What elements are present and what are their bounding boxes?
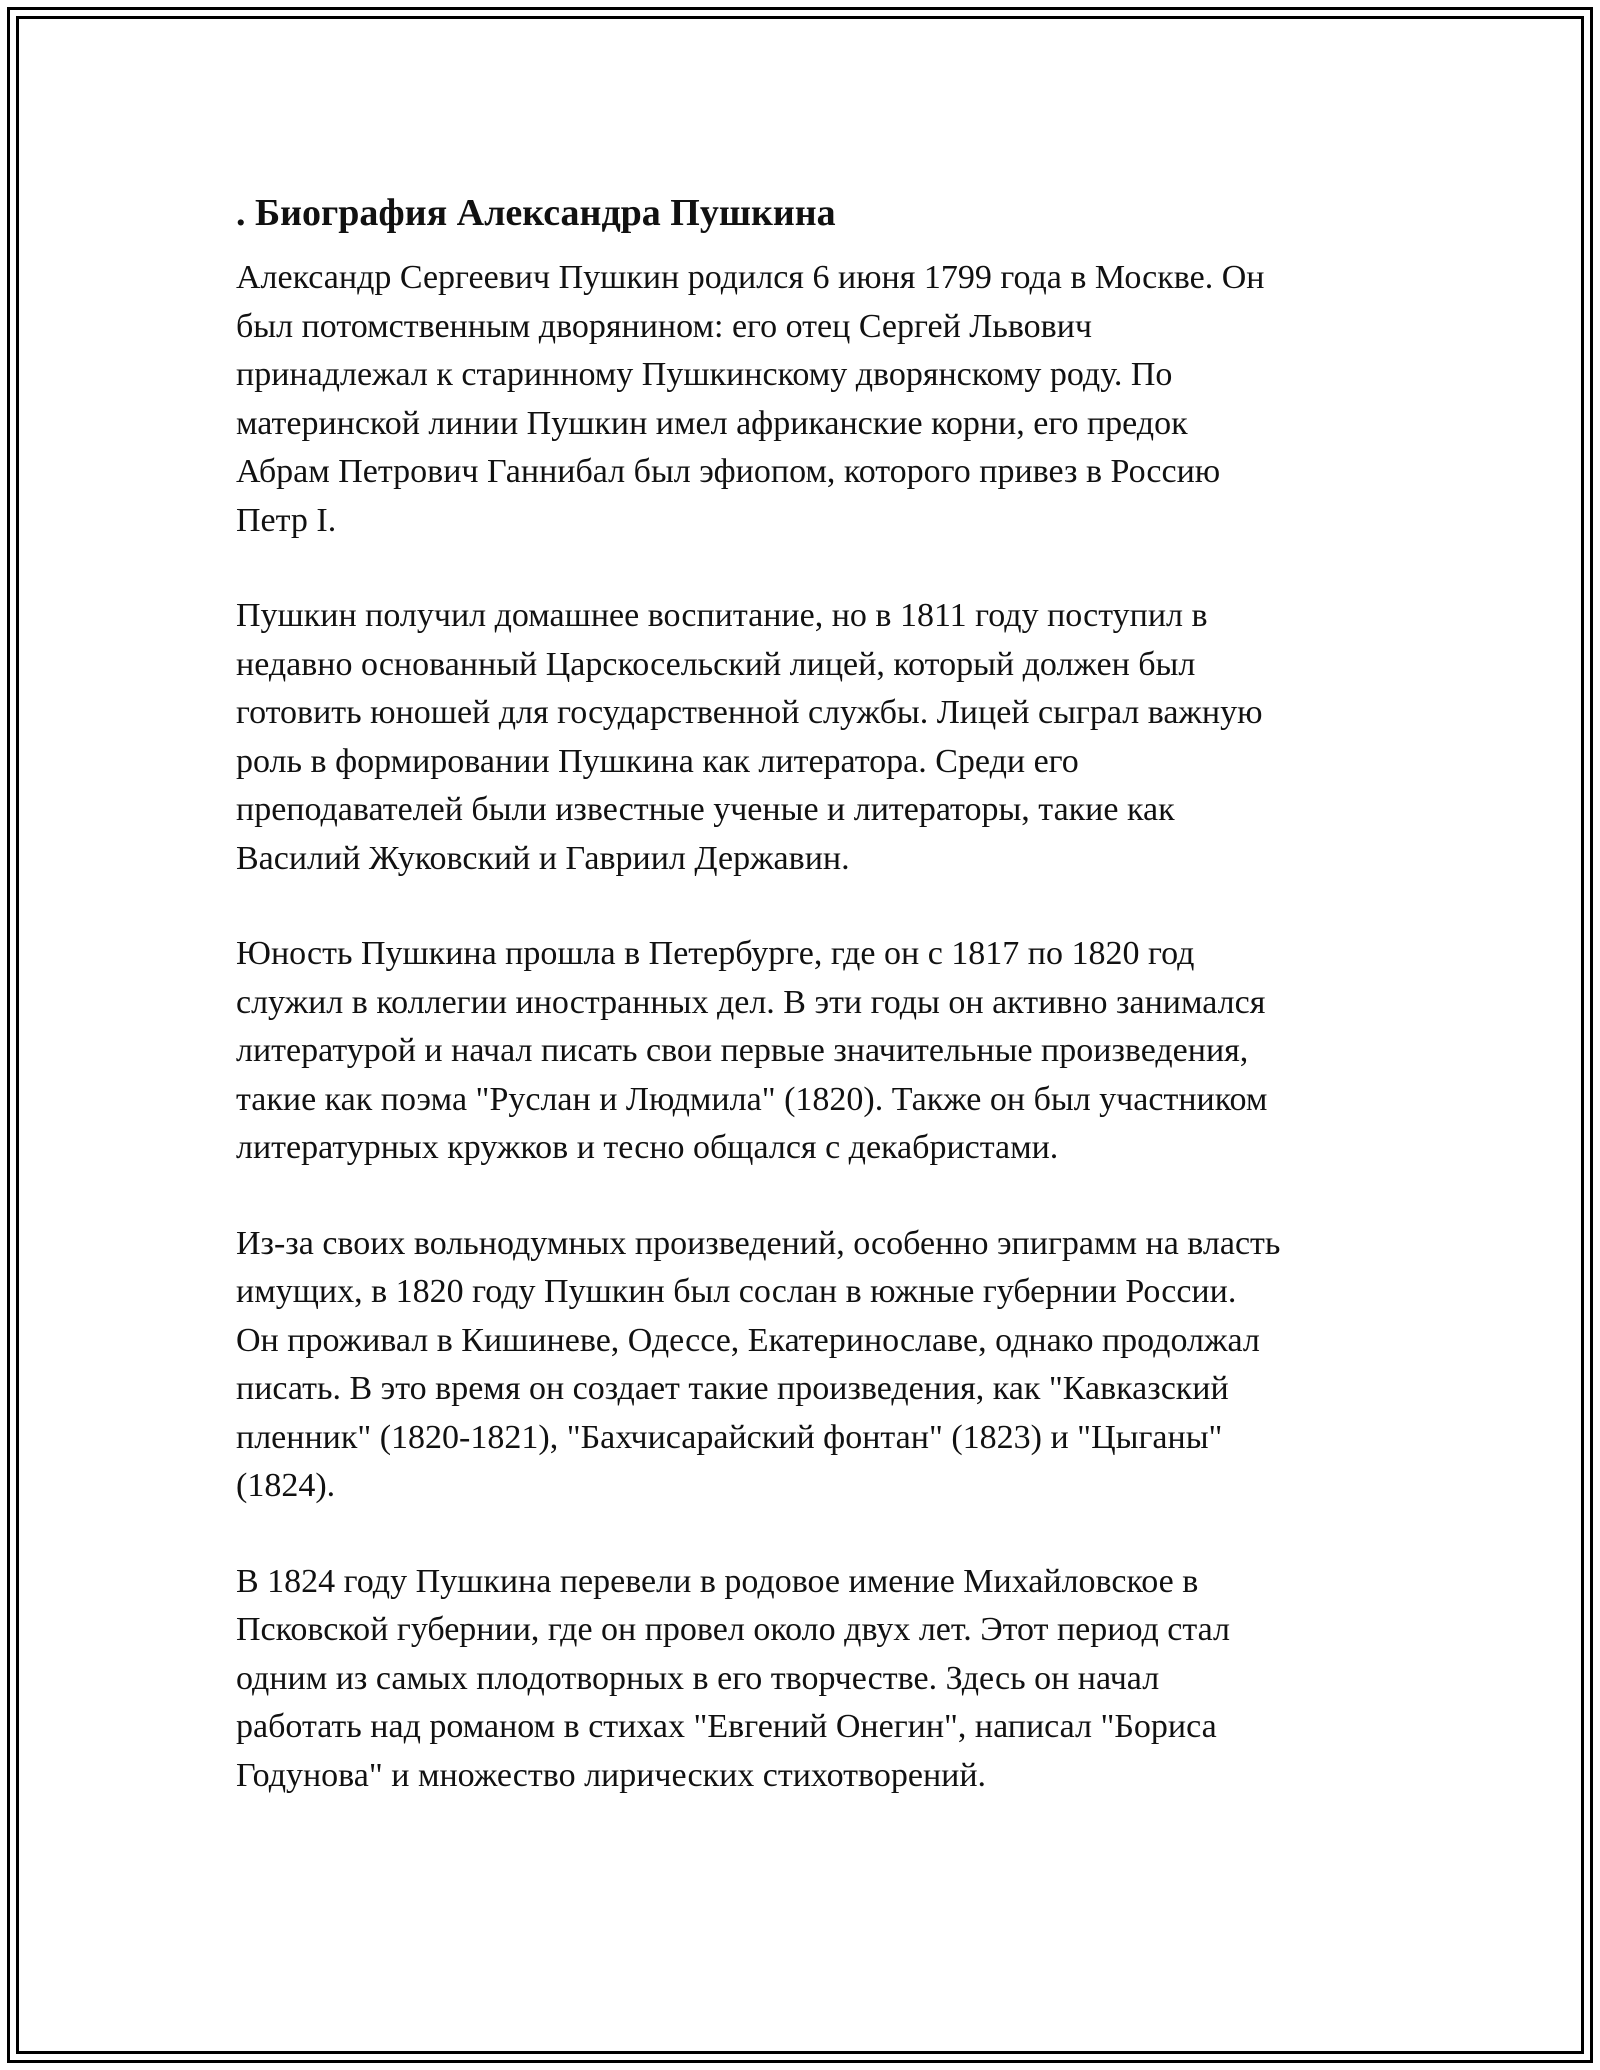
text-line: материнской линии Пушкин имел африканские корни, его предок: [236, 404, 1188, 442]
text-line: Годунова" и множество лирических стихотворений.: [236, 1756, 987, 1794]
text-line: Пушкин получил домашнее воспитание, но в 1811 году поступил в: [236, 597, 1208, 634]
text-line: работать над романом в стихах "Евгений Онегин", написал "Бориса: [236, 1708, 1217, 1745]
text-line: Василий Жуковский и Гавриил Державин.: [236, 839, 850, 877]
text-line: литературой и начал писать свои первые значительные произведения,: [236, 1032, 1249, 1069]
text-line: имущих, в 1820 году Пушкин был сослан в южные губернии России.: [236, 1273, 1237, 1310]
text-line: такие как поэма "Руслан и Людмила" (1820). Также он был участником: [236, 1080, 1268, 1118]
text-line: Петр I.: [236, 501, 337, 539]
text-line: Юность Пушкина прошла в Петербурге, где он с 1817 по 1820 год: [236, 935, 1195, 972]
document-body: [236, 188, 1376, 1847]
text-line: писать. В это время он создает такие произведения, как "Кавказский: [236, 1370, 1229, 1407]
text-line: принадлежал к старинному Пушкинскому дворянскому роду. По: [236, 356, 1173, 393]
text-line: роль в формировании Пушкина как литератора. Среди его: [236, 742, 1079, 780]
text-line: был потомственным дворянином: его отец Сергей Львович: [236, 307, 1093, 345]
text-line: служил в коллегии иностранных дел. В эти годы он активно занимался: [236, 983, 1266, 1021]
text-line: недавно основанный Царскосельский лицей, который должен был: [236, 645, 1196, 683]
paragraph-petersburg: [236, 930, 1376, 1173]
text-line: литературных кружков и тесно общался с декабристами.: [236, 1129, 1059, 1166]
text-line: одним из самых плодотворных в его творчестве. Здесь он начал: [236, 1659, 1160, 1697]
text-line: Александр Сергеевич Пушкин родился 6 июня 1799 года в Москве. Он: [236, 259, 1265, 296]
text-line: Он проживал в Кишиневе, Одессе, Екатеринославе, однако продолжал: [236, 1321, 1260, 1359]
text-line: готовить юношей для государственной службы. Лицей сыграл важную: [236, 694, 1263, 731]
text-line: Псковской губернии, где он провел около двух лет. Этот период стал: [236, 1611, 1230, 1648]
paragraph-mikhailovskoye: [236, 1558, 1376, 1801]
paragraph-exile: [236, 1220, 1376, 1511]
text-line: (1824).: [236, 1467, 336, 1504]
text-line: Из-за своих вольнодумных произведений, особенно эпиграмм на власть: [236, 1224, 1281, 1262]
text-line: пленник" (1820-1821), "Бахчисарайский фонтан" (1823) и "Цыганы": [236, 1418, 1223, 1456]
document-title: . Биография Александра Пушкина: [236, 192, 836, 234]
paragraph-lyceum: [236, 592, 1376, 883]
paragraph-birth: [236, 254, 1376, 545]
text-line: преподавателей были известные ученые и литераторы, такие как: [236, 791, 1175, 828]
text-line: Абрам Петрович Ганнибал был эфиопом, которого привез в Россию: [236, 453, 1221, 490]
text-line: В 1824 году Пушкина перевели в родовое имение Михайловское в: [236, 1562, 1199, 1600]
